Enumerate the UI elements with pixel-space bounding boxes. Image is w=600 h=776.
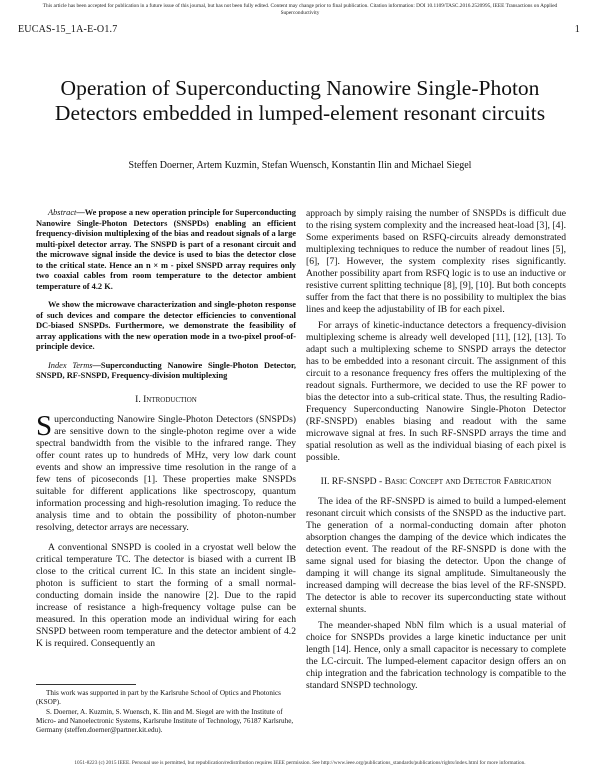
section-heading-rf-snspd: II. RF-SNSPD - Basic Concept and Detector Fabrication bbox=[320, 476, 552, 487]
right-paragraph-2: For arrays of kinetic-inductance detectors a frequency-division multiplexing scheme is already well developed [11], [12], [13]. To adapt such a multiplexing scheme to SNSPD arrays the detector has to be embedded into a resonant circuit. The assignment of this circuit to a resonance frequency fres offers the multiplexing of the readout signals. Furthermore, we decided to use the RF power to bias the detector into a sub-critical state. Thus, the resulting Radio-Frequency Superconducting Nanowire Single-Photon Detector (RF-SNSPD) enables biasing and readout with the same microwave signal at fres. In such RF-SNSPD arrays the time and spatial resolution as well as the individual biasing of each pixel is possible. bbox=[306, 320, 566, 463]
bottom-notice: 1051-8223 (c) 2015 IEEE. Personal use is permitted, but republication/redistribution requires IEEE permission. See http://www.ieee.org/publications_standards/publications/rights/index.html for more information. bbox=[74, 760, 526, 766]
drop-cap: S bbox=[36, 409, 53, 442]
intro-paragraph-1 bbox=[36, 409, 296, 534]
footnote-affiliation: S. Doerner, A. Kuzmin, S. Wuensch, K. Ilin and M. Siegel are with the Institute of Micro- and Nanoelectronic Systems, Karlsruhe Institute of Technology, 76187 Karlsruhe, Germany (steffen.doerner@partner.kit.edu). bbox=[36, 708, 294, 734]
footnote-divider bbox=[36, 684, 136, 685]
paper-title: Operation of Superconducting Nanowire Single-Photon Detectors embedded in lumped-element resonant circuits bbox=[54, 76, 546, 126]
abstract-text-1: We propose a new operation principle for Superconducting Nanowire Single-Photon Detectors (SNSPDs) enabling an efficient frequency-division multiplexing of the bias and readout signals of a large multi-pixel detector array. The SNSPD is part of a resonant circuit and the microwave signal inside the device is used to bias the detector close to the critical state. Hence an n × m - pixel SNSPD array requires only two coaxial cables from room temperature to the detector ambient temperature of 4.2 K. bbox=[36, 208, 296, 291]
index-terms: Index Terms—Superconducting Nanowire Single-Photon Detector, SNSPD, RF-SNSPD, Frequency-division multiplexing bbox=[36, 360, 296, 380]
top-notice: This article has been accepted for publication in a future issue of this journal, but has not been fully edited. Content may change prior to final publication. Citation information: DOI 10.1109/TASC.2016.2520995, IEEE Transactions on Applied Superconductivity bbox=[42, 3, 558, 16]
footnotes bbox=[36, 684, 296, 736]
right-paragraph-4: The meander-shaped NbN film which is a usual material of choice for SNSPDs provides a large kinetic inductance per unit length [14]. Hence, only a small capacitor is necessary to complete the LC-circuit. The lumped-element capacitor design offers an on chip integration and the fabrication technology is compatible to the standard SNSPD technology. bbox=[306, 620, 566, 691]
page-number: 1 bbox=[574, 24, 580, 35]
index-terms-label: Index Terms bbox=[48, 360, 93, 370]
section-heading-introduction: I. Introduction bbox=[135, 393, 197, 405]
abstract-paragraph-1: Abstract—We propose a new operation principle for Superconducting Nanowire Single-Photon Detectors (SNSPDs) enabling an efficient frequency-division multiplexing of the bias and readout signals of a large multi-pixel detector array. The SNSPD is part of a resonant circuit and the microwave signal inside the device is used to bias the detector close to the critical state. Hence an n × m - pixel SNSPD array requires only two coaxial cables from room temperature to the detector ambient temperature of 4.2 K. bbox=[36, 208, 296, 291]
author-list: Steffen Doerner, Artem Kuzmin, Stefan Wuensch, Konstantin Ilin and Michael Siegel bbox=[128, 160, 472, 171]
right-paragraph-3: The idea of the RF-SNSPD is aimed to build a lumped-element resonant circuit which consists of the SNSPD as the inductive part. The generation of a normal-conducting domain after photon absorption changes the damping of the device which indicates the detection event. The readout of the RF-SNSPD is done with the same signal used for biasing the detector. Upon the change of damping it will change its signal amplitude. Simultaneously the increased damping will decrease the bias level of the RF-SNSPD. The detector is able to recover its superconducting state without external shunts. bbox=[306, 496, 566, 615]
abstract-paragraph-2: We show the microwave characterization and single-photon response of such devices and compare the detector efficiencies to conventional DC-biased SNSPDs. Furthermore, we demonstrate the feasibility of array applications with the new operation mode in a two-pixel proof-of-principle device. bbox=[36, 300, 296, 351]
running-header bbox=[18, 24, 580, 35]
right-column bbox=[306, 208, 566, 696]
intro-text-1: uperconducting Nanowire Single-Photon Detectors (SNSPDs) are sensitive down to the single-photon regime over a wide spectral bandwidth from the visible to the infrared range. They offer count rates up to hundreds of MHz, very low dark count events and show an impressive time resolution in the range of a few tens of picoseconds [1]. These properties make SNSPDs suitable for different applications like spectroscopy, quantum information processing and high-resolution imaging. To reduce the analysis time and to obtain the possibility of photon-number resolving, detector arrays are necessary. bbox=[36, 413, 296, 533]
left-column bbox=[36, 208, 296, 658]
footnote-funding: This work was supported in part by the Karlsruhe School of Optics and Photonics (KSOP). bbox=[36, 689, 281, 706]
right-paragraph-1: approach by simply raising the number of SNSPDs is difficult due to the rising system complexity and the increased heat-load [3], [4]. Some experiments based on RSFQ-circuits already demonstrated multiplexing techniques to reduce the number of readout lines [5], [6], [7]. However, the system complexity rises significantly. Another possibility apart from RSFQ logic is to use an inductive or resistive current splitting technique [8], [9], [10]. But both concepts suffer from the fact that there is no possibility to multiplex the bias lines and keep the adjustability of IB for each pixel. bbox=[306, 208, 566, 315]
index-terms-text: Superconducting Nanowire Single-Photon Detector, SNSPD, RF-SNSPD, Frequency-division multiplexing bbox=[36, 360, 296, 380]
abstract-label: Abstract bbox=[48, 208, 77, 217]
paper-code: EUCAS-15_1A-E-O1.7 bbox=[18, 24, 118, 35]
intro-paragraph-2: A conventional SNSPD is cooled in a cryostat well below the critical temperature TC. The detector is biased with a current IB close to the critical current IC. In this state an incident single-photon is sufficient to start the forming of a small normal-conducting domain inside the nanowire [2]. Due to the rapid increase of resistance a high-frequency voltage pulse can be measured. In this operation mode an individual wiring for each SNSPD between room temperature and the detector ambient of 4.2 K is required. Consequently an bbox=[36, 541, 296, 649]
